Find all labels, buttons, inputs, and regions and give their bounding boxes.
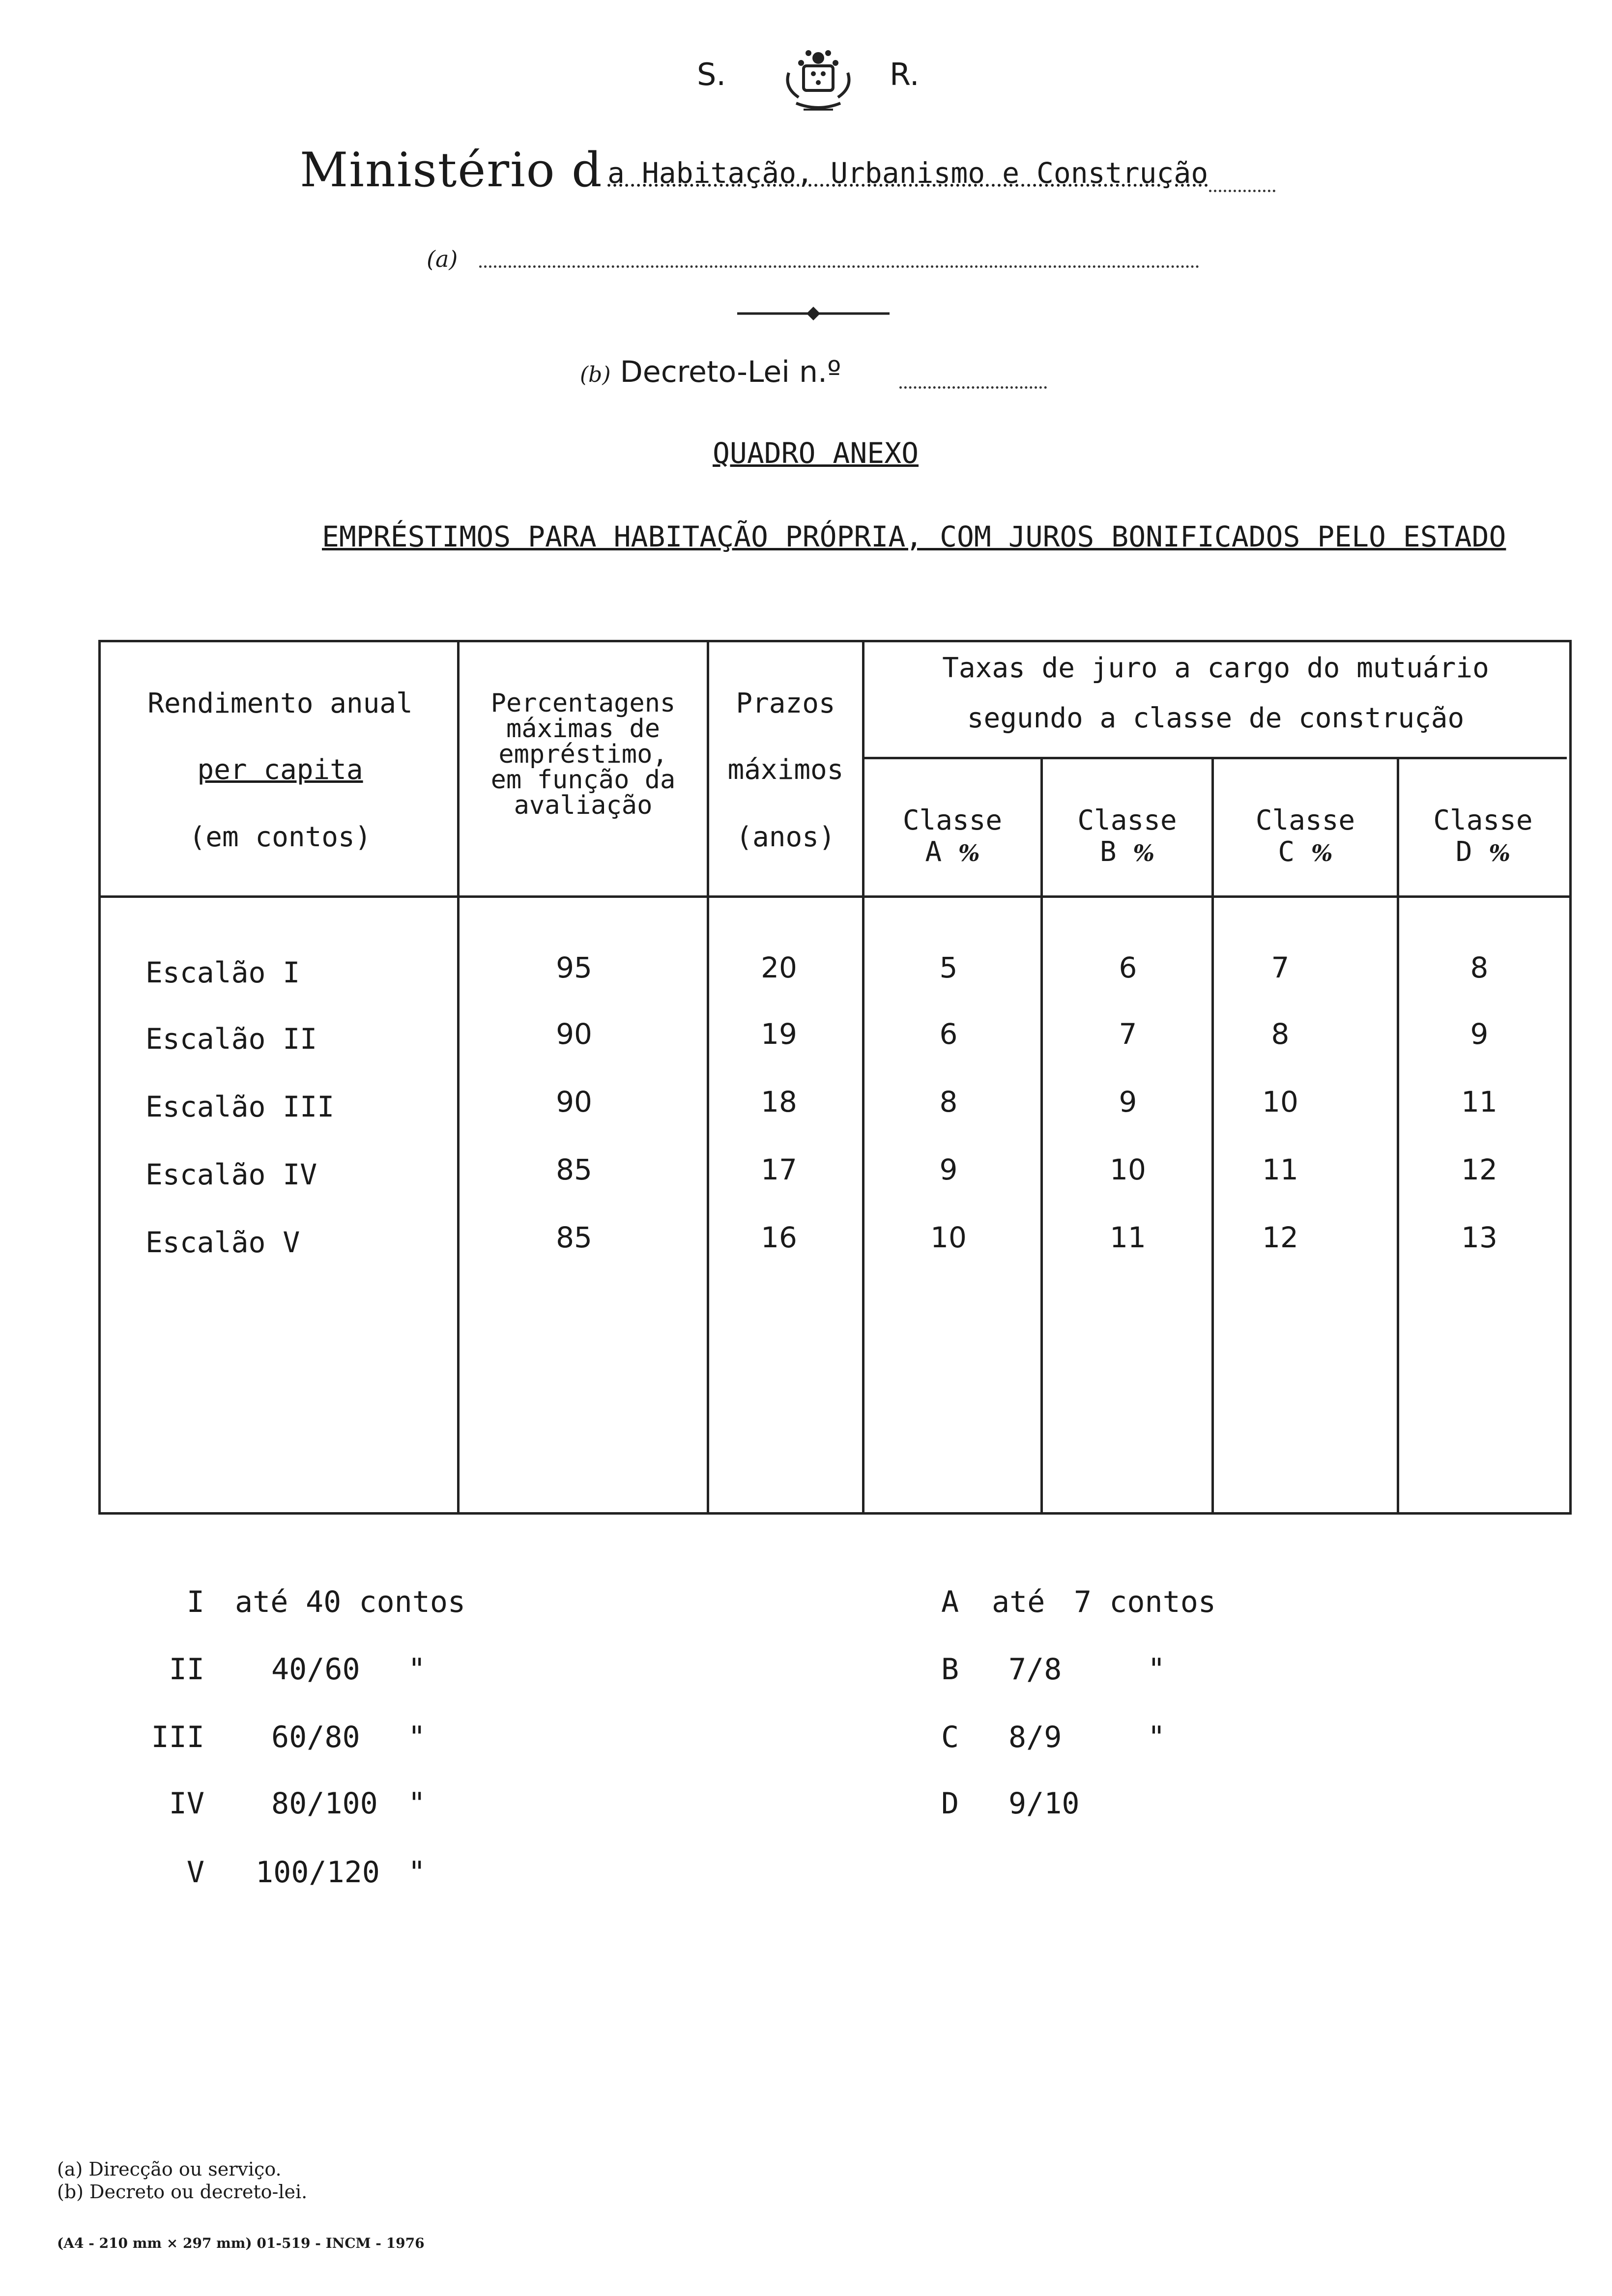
legend-class-letter: B <box>941 1652 959 1687</box>
table-cell-b: 7 <box>1119 1017 1137 1051</box>
legend-ditto-mark: " <box>408 1786 426 1821</box>
header-prazos: Prazos <box>736 688 835 719</box>
table-cell-prazo: 16 <box>761 1221 797 1254</box>
table-cell-pct: 90 <box>556 1085 592 1119</box>
table-cell-b: 9 <box>1119 1085 1137 1119</box>
legend-class-value: 9/10 <box>1008 1786 1080 1821</box>
table-cell-a: 6 <box>939 1017 958 1051</box>
table-cell-c: 7 <box>1271 951 1290 984</box>
header-class-a: Classe A % <box>902 804 1003 868</box>
table-cell-b: 6 <box>1119 951 1137 984</box>
legend-class-value: 7/8 <box>1008 1652 1062 1687</box>
decree-dotted-line <box>899 386 1047 389</box>
legend-bracket-number: I <box>186 1585 204 1619</box>
legend-bracket-prefix: até <box>235 1585 288 1619</box>
table-cell-b: 10 <box>1110 1153 1146 1186</box>
legend-ditto-mark: " <box>408 1652 426 1687</box>
header-per-capita: per capita <box>197 754 363 786</box>
legend-bracket-number: IV <box>169 1786 204 1821</box>
table-row-label: Escalão I <box>145 956 300 989</box>
header-income: Rendimento anual <box>147 688 413 719</box>
table-cell-c: 10 <box>1262 1085 1298 1119</box>
footnote-a: (a) Direcção ou serviço. <box>57 2158 282 2180</box>
table-cell-c: 8 <box>1271 1017 1290 1051</box>
service-dotted-line <box>479 265 1199 268</box>
ministry-subname: a Habitação, Urbanismo e Construção <box>607 156 1209 190</box>
header-construction-class: segundo a classe de construção <box>967 702 1465 734</box>
footnote-b: (b) Decreto ou decreto-lei. <box>57 2181 308 2203</box>
table-cell-a: 10 <box>930 1221 967 1254</box>
decree-marker: (b) <box>580 362 611 387</box>
table-cell-d: 9 <box>1470 1017 1489 1051</box>
coat-of-arms-emblem <box>769 38 867 117</box>
legend-class-letter: D <box>941 1786 959 1821</box>
legend-bracket-value: 100/120 <box>256 1855 380 1890</box>
table-cell-c: 12 <box>1262 1221 1298 1254</box>
legend-ditto-mark: " <box>1148 1652 1166 1687</box>
legend-class-letter: C <box>941 1720 959 1754</box>
table-cell-c: 11 <box>1262 1153 1298 1186</box>
document-subtitle: EMPRÉSTIMOS PARA HABITAÇÃO PRÓPRIA, COM JUROS BONIFICADOS PELO ESTADO <box>322 520 1506 553</box>
table-cell-b: 11 <box>1110 1221 1146 1254</box>
document-title: QUADRO ANEXO <box>713 436 919 470</box>
table-cell-d: 13 <box>1461 1221 1497 1254</box>
table-row-label: Escalão V <box>145 1226 300 1259</box>
legend-class-prefix: até <box>992 1585 1045 1619</box>
table-cell-a: 8 <box>939 1085 958 1119</box>
table-cell-pct: 85 <box>556 1153 592 1186</box>
table-cell-a: 9 <box>939 1153 958 1186</box>
header-contos: (em contos) <box>189 821 372 853</box>
decree-text: Decreto-Lei n.º <box>620 355 841 389</box>
printer-imprint: (A4 - 210 mm × 297 mm) 01-519 - INCM - 1976 <box>57 2235 425 2251</box>
table-cell-pct: 95 <box>556 951 592 984</box>
legend-bracket-value: 80/100 <box>271 1786 378 1821</box>
header-maximos: máximos <box>727 754 844 786</box>
header-class-c: Classe C % <box>1255 804 1355 868</box>
legend-bracket-value: 40 contos <box>306 1585 466 1619</box>
table-cell-d: 11 <box>1461 1085 1497 1119</box>
legend-class-letter: A <box>941 1585 959 1619</box>
header-anos: (anos) <box>736 821 835 853</box>
table-cell-pct: 85 <box>556 1221 592 1254</box>
legend-bracket-value: 60/80 <box>271 1720 360 1754</box>
legend-ditto-mark: " <box>408 1855 426 1890</box>
table-cell-prazo: 18 <box>761 1085 797 1119</box>
header-class-b: Classe B % <box>1077 804 1177 868</box>
decree-line <box>580 355 841 389</box>
label-a: (a) <box>427 246 458 272</box>
table-cell-prazo: 17 <box>761 1153 797 1186</box>
legend-class-value: 8/9 <box>1008 1720 1062 1754</box>
header-interest-rates: Taxas de juro a cargo do mutuário <box>942 652 1489 684</box>
table-row-label: Escalão III <box>145 1090 335 1123</box>
table-cell-prazo: 19 <box>761 1017 797 1051</box>
table-cell-d: 8 <box>1470 951 1489 984</box>
header-r: R. <box>890 57 920 92</box>
table-row-label: Escalão II <box>145 1022 317 1056</box>
legend-ditto-mark: " <box>408 1720 426 1754</box>
ministry-dotted-line <box>1209 190 1275 192</box>
header-class-d: Classe D % <box>1433 804 1533 868</box>
legend-bracket-value: 40/60 <box>271 1652 360 1687</box>
header-percentages: Percentagens máximas de empréstimo, em função da avaliação <box>490 689 676 820</box>
table-cell-prazo: 20 <box>761 951 797 984</box>
ornament-divider <box>737 303 890 324</box>
table-cell-d: 12 <box>1461 1153 1497 1186</box>
legend-bracket-number: III <box>151 1720 204 1754</box>
legend-class-value: 7 contos <box>1074 1585 1216 1619</box>
header-s: S. <box>697 57 726 92</box>
ministry-name: Ministério d <box>300 143 603 198</box>
table-cell-a: 5 <box>939 951 958 984</box>
legend-ditto-mark: " <box>1148 1720 1166 1754</box>
table-cell-pct: 90 <box>556 1017 592 1051</box>
legend-bracket-number: V <box>186 1855 204 1890</box>
table-row-label: Escalão IV <box>145 1158 317 1191</box>
legend-bracket-number: II <box>169 1652 204 1687</box>
